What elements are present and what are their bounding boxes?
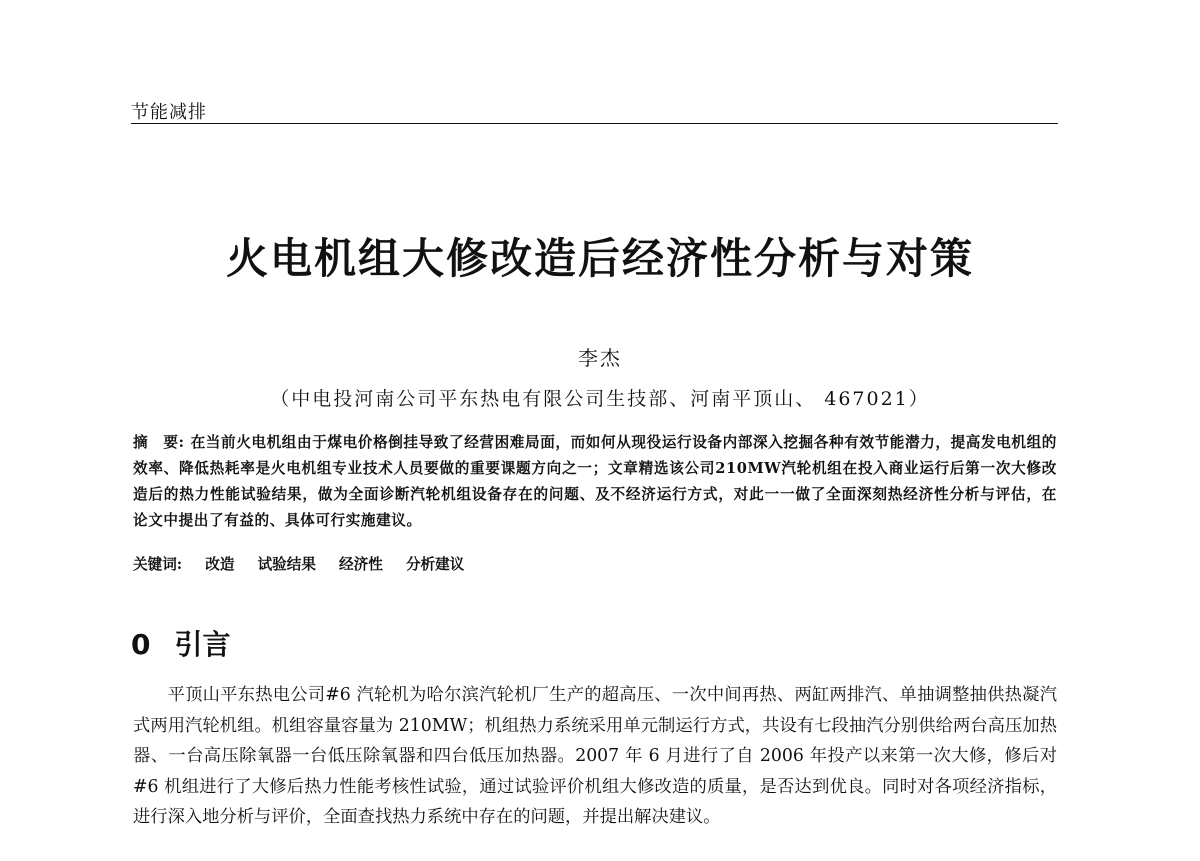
section-title: 引言 xyxy=(174,628,231,661)
keyword-item: 试验结果 xyxy=(257,556,316,573)
keywords xyxy=(133,552,1057,578)
keywords-label: 关键词: xyxy=(133,556,183,573)
abstract-text: 在当前火电机组由于煤电价格倒挂导致了经营困难局面，而如何从现役运行设备内部深入挖掘各种有效节能潜力，提高发电机组的效率、降低热耗率是火电机组专业技术人员要做的重要课题方向之一；文章精选该公司210MW汽轮机组在投入商业运行后第一次大修改造后的热力性能试验结果，做为全面诊断汽轮机组设备存在的问题、及不经济运行方式，对此一一做了全面深刻热经济性分析与评估，在论文中提出了有益的、具体可行实施建议。 xyxy=(133,434,1057,529)
keyword-item: 分析建议 xyxy=(405,556,465,573)
body-paragraph: 平顶山平东热电公司#6 汽轮机为哈尔滨汽轮机厂生产的超高压、一次中间再热、两缸两排汽、单抽调整抽供热凝汽式两用汽轮机组。机组容量容量为 210MW；机组热力系统采用单元制运行方式，共设有七段抽汽分别供给两台高压加热器、一台高压除氧器一台低压除氧器和四台低压加热器。2007 年 6 月进行了自 2006 年投产以来第一次大修，修后对#6 机组进行了大修后热力性能考核性试验，通过试验评价机组大修改造的质量，是否达到优良。同时对各项经济指标，进行深入地分析与评价，全面查找热力系统中存在的问题，并提出解决建议。 xyxy=(133,685,1057,827)
paper-title: 火电机组大修改造后经济性分析与对策 xyxy=(225,234,974,283)
running-header: 节能减排 xyxy=(131,102,207,123)
author-name: 李杰 xyxy=(578,346,622,370)
abstract xyxy=(133,430,1057,534)
section-number: 0 xyxy=(131,628,151,661)
header-rule xyxy=(131,123,1058,124)
section-heading xyxy=(131,623,231,663)
keyword-item: 经济性 xyxy=(339,556,383,573)
author-affiliation: （中电投河南公司平东热电有限公司生技部、河南平顶山、 467021） xyxy=(270,388,930,410)
keyword-item: 改造 xyxy=(205,556,235,573)
abstract-label: 摘 要: xyxy=(133,434,185,451)
